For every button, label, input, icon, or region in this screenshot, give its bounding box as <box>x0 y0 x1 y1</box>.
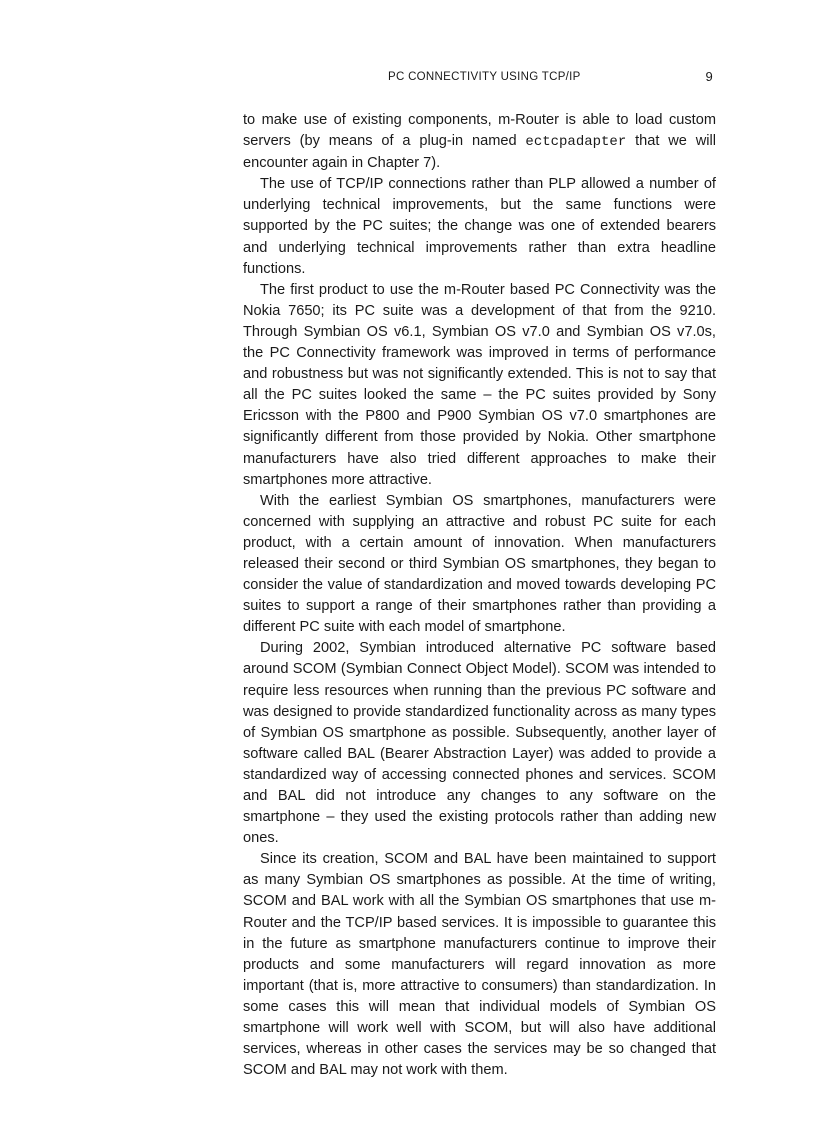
paragraph: The first product to use the m-Router based PC Connectivity was the Nokia 7650; its PC suite was a development of that from the 9210. Through Symbian OS v6.1, Symbian OS v7.0 and Symbian OS v7.0s, the PC Connectivity framework was improved in terms of performance and robustness but was not significantly extended. This is not to say that all the PC suites looked the same – the PC suites provided by Sony Ericsson with the P800 and P900 Symbian OS v7.0 smartphones are significantly different from those provided by Nokia. Other smartphone manufacturers have also tried different approaches to make their smartphones more attractive. <box>243 281 716 488</box>
paragraph: Since its creation, SCOM and BAL have been maintained to support as many Symbian OS smartphones as possible. At the time of writing, SCOM and BAL work with all the Symbian OS smartphones that use m-Router and the TCP/IP based services. It is impossible to guarantee this in the future as smartphone manufacturers continue to improve their products and some manufacturers will regard innovation as more important (that is, more attractive to consumers) than standardization. In some cases this will mean that individual models of Symbian OS smartphone will work well with SCOM, but will also have additional services, whereas in other cases the services may be so changed that SCOM and BAL may not work with them. <box>243 851 716 1079</box>
running-title: PC CONNECTIVITY USING TCP/IP <box>388 71 581 83</box>
paragraph: The use of TCP/IP connections rather than PLP allowed a number of underlying technical improvements, but the same functions were supported by the PC suites; the change was one of extended bearers and underlying technical improvements rather than extra headline functions. <box>243 176 716 277</box>
paragraph: With the earliest Symbian OS smartphones, manufacturers were concerned with supplying an attractive and robust PC suite for each product, with a certain amount of innovation. When manufacturers released their second or third Symbian OS smartphones, they began to consider the value of standardization and moved towards developing PC suites to support a range of their smartphones rather than providing a different PC suite with each model of smartphone. <box>243 492 716 636</box>
code-term: ectcpadapter <box>525 134 627 151</box>
paragraph-continued <box>243 110 716 174</box>
paragraph-text: that we will encounter again in Chapter 7). <box>243 133 716 172</box>
paragraph-text: to make use of existing components, m-Router is able to load custom servers (by means of a plug-in named <box>243 112 716 150</box>
paragraph: During 2002, Symbian introduced alternative PC software based around SCOM (Symbian Connect Object Model). SCOM was intended to require less resources when running than the previous PC software and was designed to provide standardized functionality across as many types of Symbian OS smartphone as possible. Subsequently, another layer of software called BAL (Bearer Abstraction Layer) was added to provide a standardized way of accessing connected phones and services. SCOM and BAL did not introduce any changes to any software on the smartphone – they used the existing protocols rather than adding new ones. <box>243 640 716 847</box>
body-text <box>243 110 716 1081</box>
page-number: 9 <box>705 69 713 84</box>
running-head <box>243 68 716 86</box>
